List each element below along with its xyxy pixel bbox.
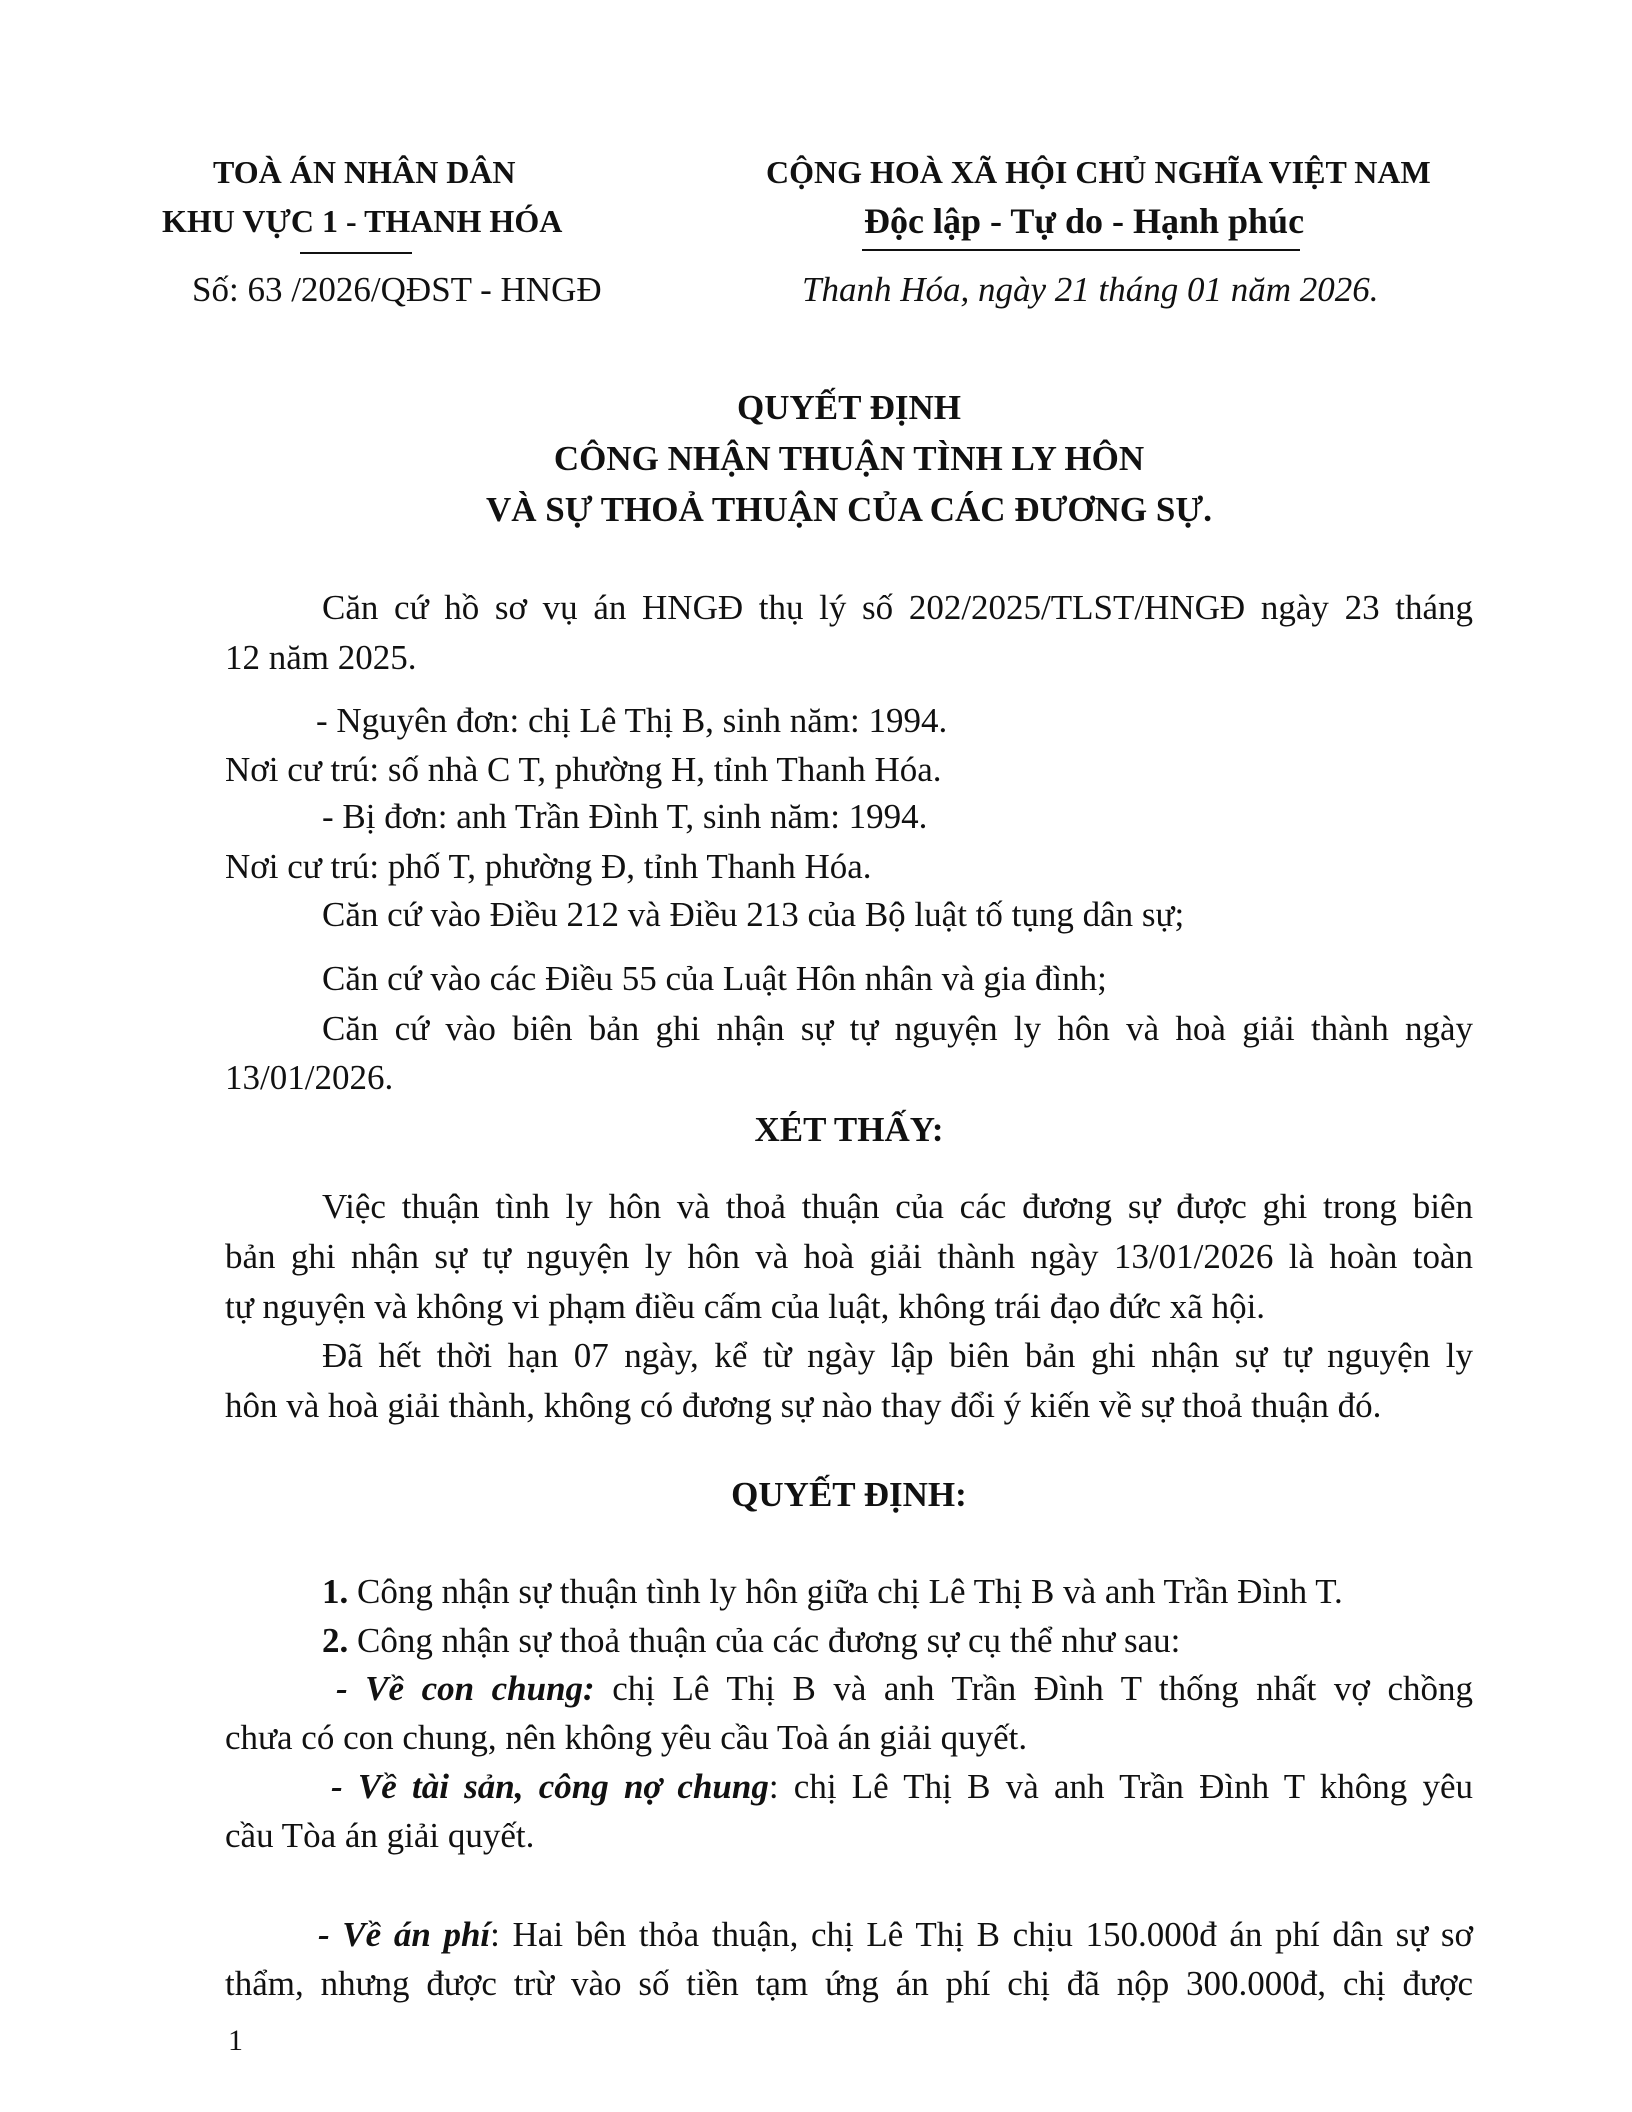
title-line1: QUYẾT ĐỊNH: [737, 388, 961, 427]
decision-item-2: [322, 1617, 1570, 1665]
court-name-line2: KHU VỰC 1 - THANH HÓA: [162, 203, 563, 239]
court-underline: [300, 252, 412, 254]
nation-motto: Độc lập - Tự do - Hạnh phúc: [864, 201, 1305, 241]
children-label: - Về con chung:: [336, 1669, 595, 1708]
findings-p1-line3: tự nguyện và không vi phạm điều cấm của luật, không trái đạo đức xã hội.: [225, 1287, 1266, 1326]
findings-p1-line2: bản ghi nhận sự tự nguyện ly hôn và hoà giải thành ngày 13/01/2026 là hoàn toàn: [225, 1237, 1473, 1276]
basis-record-line1: Căn cứ vào biên bản ghi nhận sự tự nguyện ly hôn và hoà giải thành ngày: [322, 1009, 1473, 1048]
place-date: Thanh Hóa, ngày 21 tháng 01 năm 2026.: [802, 270, 1379, 309]
page-number: 1: [228, 2024, 243, 2057]
fee-text: : Hai bên thỏa thuận, chị Lê Thị B chịu 150.000đ án phí dân sự sơ: [490, 1915, 1473, 1954]
nation-line1: CỘNG HOÀ XÃ HỘI CHỦ NGHĨA VIỆT NAM: [766, 154, 1431, 190]
findings-p2-line2: hôn và hoà giải thành, không có đương sự nào thay đổi ý kiến về sự thoả thuận đó.: [225, 1386, 1382, 1425]
court-name-line1: TOÀ ÁN NHÂN DÂN: [213, 154, 516, 190]
fee-line1: [318, 1911, 1473, 1959]
decision-item-1-text: Công nhận sự thuận tình ly hôn giữa chị Lê Thị B và anh Trần Đình T.: [348, 1572, 1343, 1611]
decision-item-1-number: 1.: [322, 1572, 349, 1611]
property-line1: [331, 1763, 1473, 1811]
property-label: - Về tài sản, công nợ chung: [331, 1767, 769, 1806]
decision-item-1: [322, 1568, 1570, 1616]
property-line2: cầu Tòa án giải quyết.: [225, 1816, 535, 1855]
findings-p2-line1: Đã hết thời hạn 07 ngày, kể từ ngày lập biên bản ghi nhận sự tự nguyện ly: [322, 1336, 1473, 1375]
decision-heading: QUYẾT ĐỊNH:: [731, 1475, 967, 1514]
property-text: : chị Lê Thị B và anh Trần Đình T không yêu: [768, 1767, 1473, 1806]
plaintiff-address: Nơi cư trú: số nhà C T, phường H, tỉnh Thanh Hóa.: [225, 750, 942, 789]
basis-record-line2: 13/01/2026.: [225, 1058, 394, 1097]
findings-p1-line1: Việc thuận tình ly hôn và thoả thuận của các đương sự được ghi trong biên: [322, 1187, 1473, 1226]
document-number: Số: 63 /2026/QĐST - HNGĐ: [192, 270, 602, 309]
basis-law-family: Căn cứ vào các Điều 55 của Luật Hôn nhân và gia đình;: [322, 959, 1107, 998]
title-line2: CÔNG NHẬN THUẬN TÌNH LY HÔN: [553, 439, 1145, 478]
fee-label: - Về án phí: [318, 1915, 491, 1954]
basis-law-procedure: Căn cứ vào Điều 212 và Điều 213 của Bộ luật tố tụng dân sự;: [322, 895, 1185, 934]
motto-underline: [862, 249, 1300, 251]
basis-case-line1: Căn cứ hồ sơ vụ án HNGĐ thụ lý số 202/2025/TLST/HNGĐ ngày 23 tháng: [322, 588, 1473, 627]
title-line3: VÀ SỰ THOẢ THUẬN CỦA CÁC ĐƯƠNG SỰ.: [486, 490, 1212, 529]
decision-item-2-number: 2.: [322, 1621, 349, 1660]
fee-line2: thẩm, nhưng được trừ vào số tiền tạm ứng án phí chị đã nộp 300.000đ, chị được: [225, 1964, 1473, 2003]
decision-item-2-text: Công nhận sự thoả thuận của các đương sự cụ thể như sau:: [348, 1621, 1181, 1660]
children-text: chị Lê Thị B và anh Trần Đình T thống nhất vợ chồng: [594, 1669, 1474, 1708]
basis-case-line2: 12 năm 2025.: [225, 638, 417, 677]
children-line2: chưa có con chung, nên không yêu cầu Toà án giải quyết.: [225, 1718, 1028, 1757]
children-line1: [336, 1665, 1473, 1713]
defendant-info: - Bị đơn: anh Trần Đình T, sinh năm: 1994.: [322, 797, 928, 836]
defendant-address: Nơi cư trú: phố T, phường Đ, tỉnh Thanh Hóa.: [225, 847, 872, 886]
plaintiff-info: - Nguyên đơn: chị Lê Thị B, sinh năm: 1994.: [316, 701, 948, 740]
findings-heading: XÉT THẤY:: [754, 1110, 944, 1149]
